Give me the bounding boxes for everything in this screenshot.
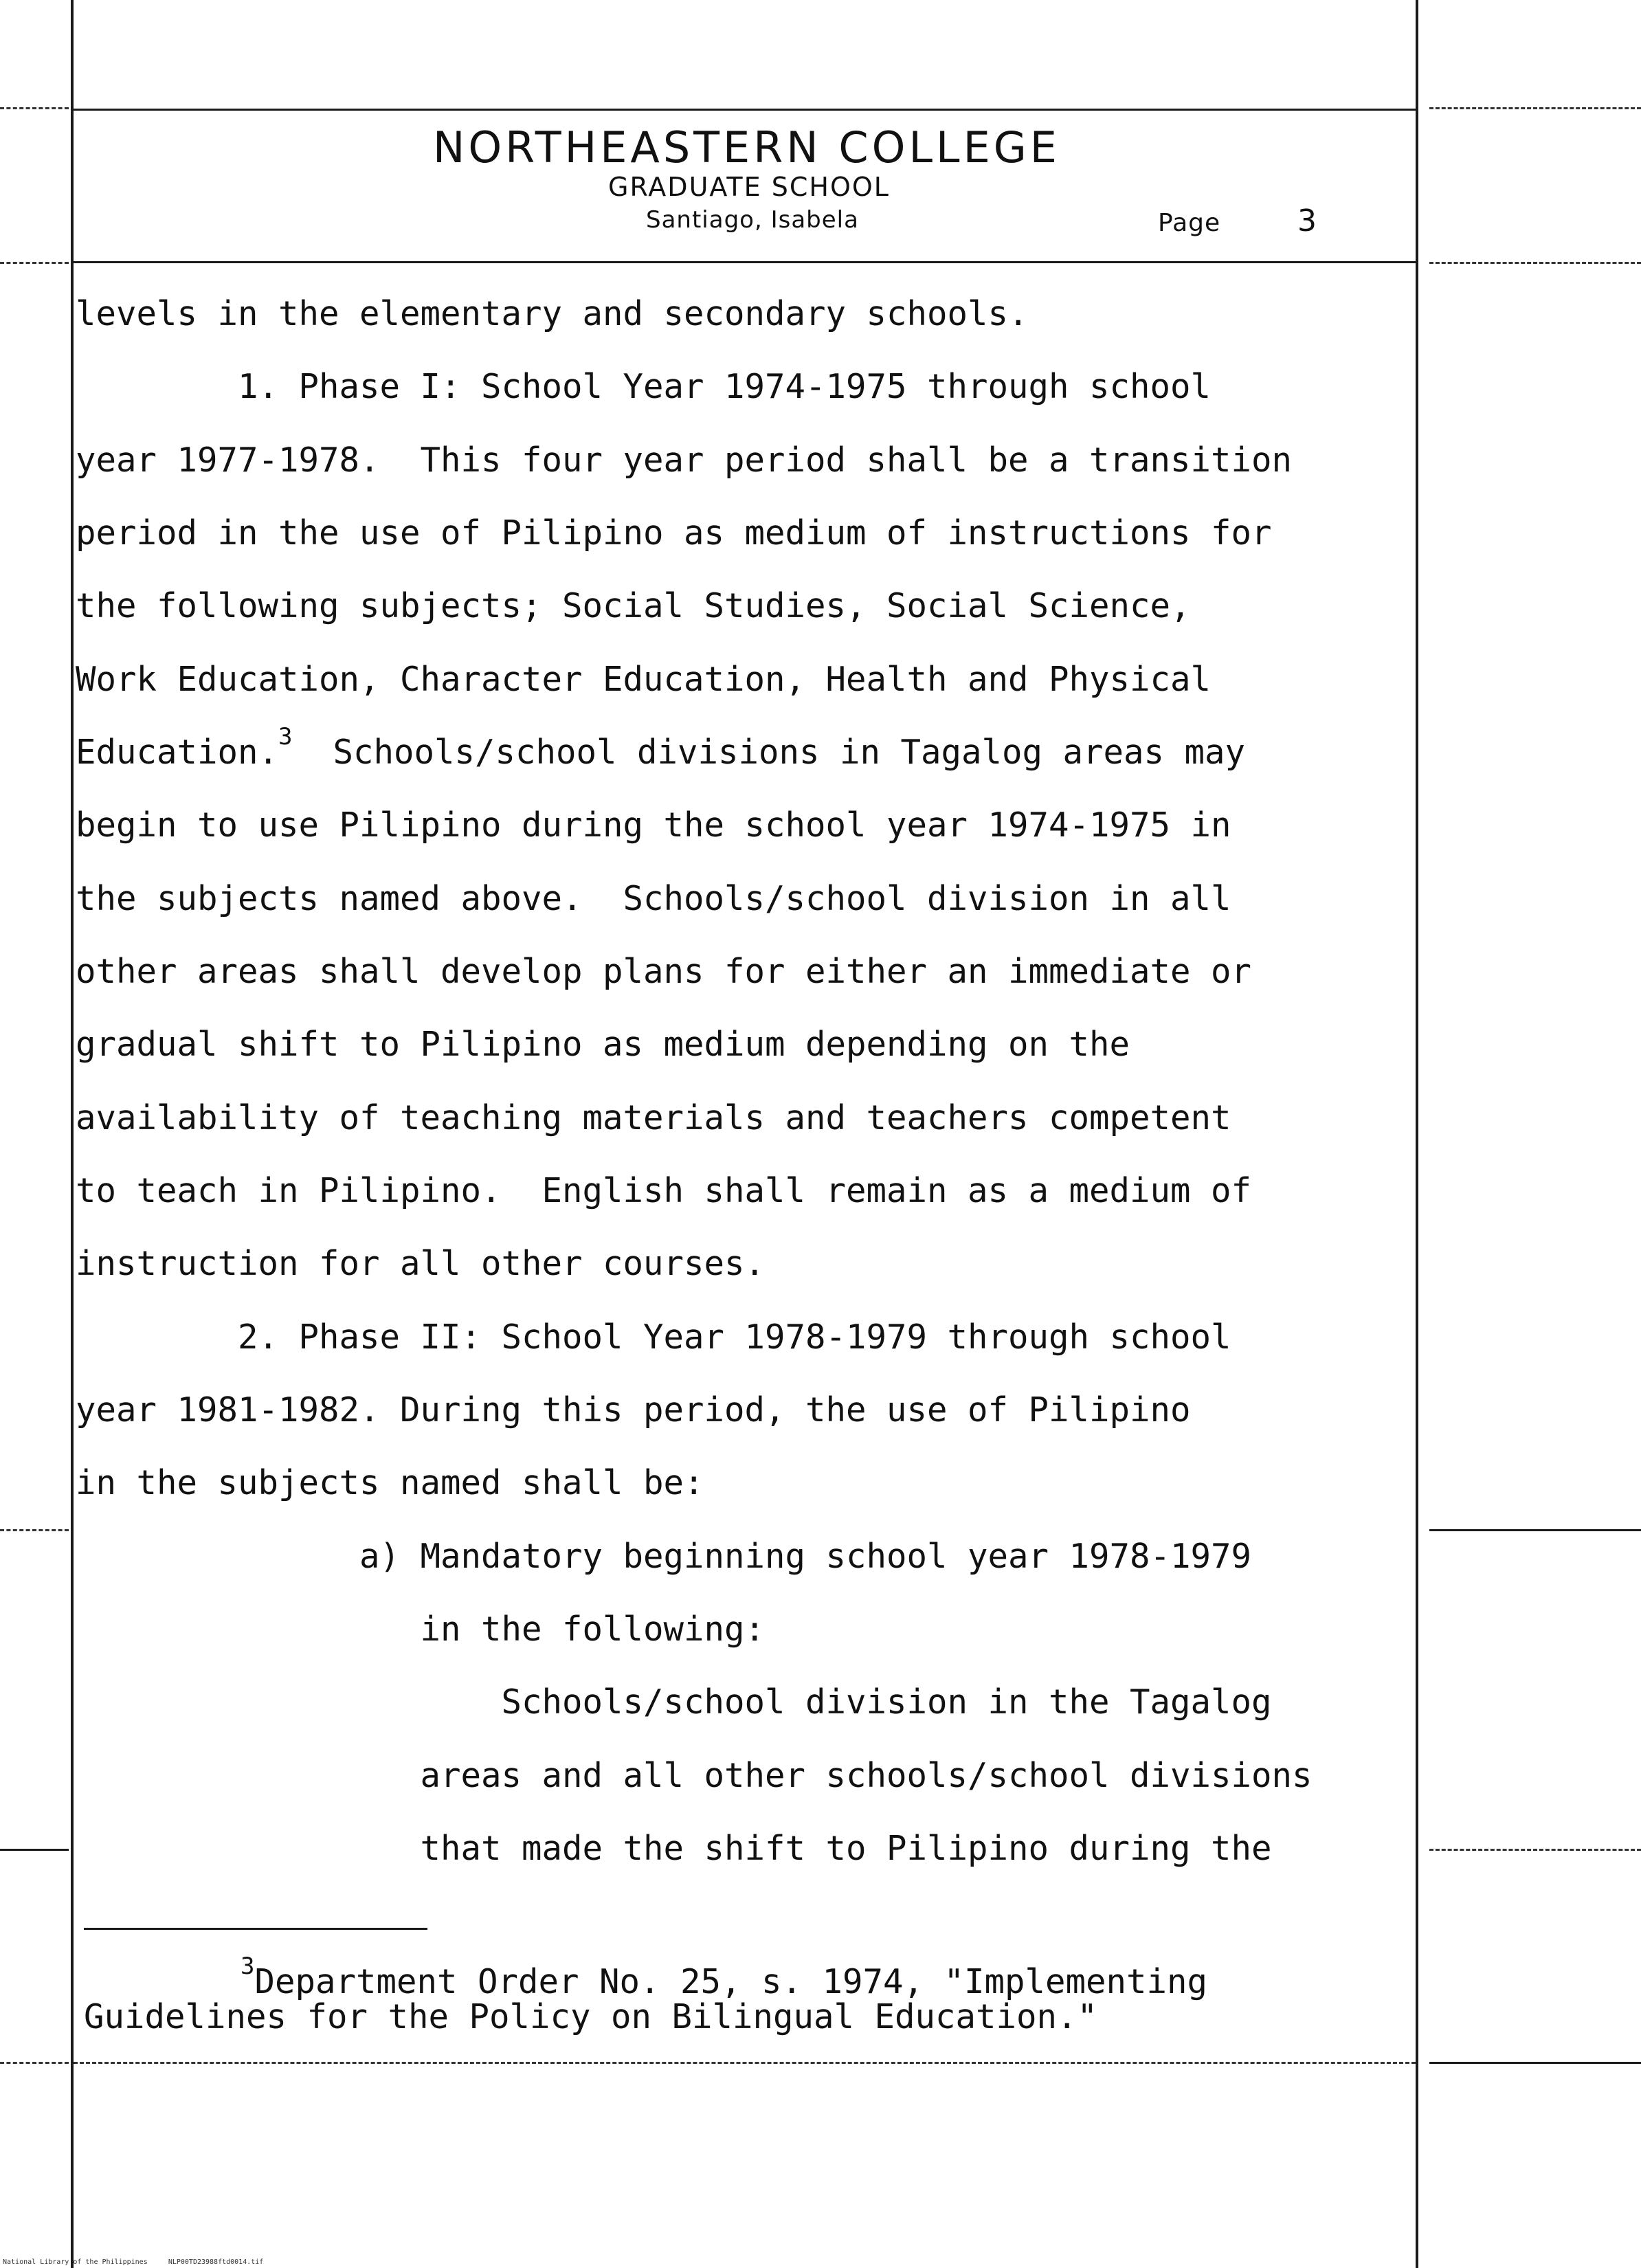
body-line-segment: Education. — [76, 733, 279, 772]
body-line: areas and all other schools/school divisions — [76, 1756, 1313, 1795]
right-edge-dash-2 — [1429, 262, 1641, 264]
footnote-marker: 3 — [241, 1953, 255, 1980]
body-line: Schools/school division in the Tagalog — [76, 1682, 1272, 1722]
graduate-school-label: GRADUATE SCHOOL — [608, 172, 890, 202]
body-line: year 1977-1978. This four year period shall be a transition — [76, 441, 1293, 480]
body-line: year 1981-1982. During this period, the use of Pilipino — [76, 1390, 1191, 1430]
body-line: period in the use of Pilipino as medium of instructions for — [76, 513, 1272, 553]
bottom-rule — [74, 2062, 1416, 2064]
location-label: Santiago, Isabela — [646, 206, 859, 234]
right-edge-rule-5 — [1429, 2062, 1641, 2064]
footnote-line-2: Guidelines for the Policy on Bilingual Education." — [84, 1997, 1098, 2036]
left-edge-dash-2 — [0, 262, 69, 264]
body-line: to teach in Pilipino. English shall remain as a medium of — [76, 1171, 1252, 1210]
header-top-rule — [74, 109, 1416, 111]
body-line: the following subjects; Social Studies, Social Science, — [76, 586, 1191, 625]
page-label: Page — [1158, 209, 1221, 237]
page-number: 3 — [1297, 203, 1317, 238]
body-line: availability of teaching materials and teachers competent — [76, 1098, 1231, 1137]
left-edge-rule-4 — [0, 1849, 69, 1851]
body-line-with-footnote-ref — [76, 723, 1246, 772]
body-line: in the subjects named shall be: — [76, 1463, 704, 1502]
right-margin-rule — [1416, 0, 1418, 2268]
body-line: in the following: — [76, 1610, 766, 1649]
left-margin-rule — [71, 0, 74, 2268]
body-line: 1. Phase I: School Year 1974-1975 through school — [76, 367, 1212, 406]
left-edge-dash-5 — [0, 2062, 69, 2064]
right-edge-rule-3 — [1429, 1529, 1641, 1531]
body-line: 2. Phase II: School Year 1978-1979 through school — [76, 1318, 1231, 1357]
right-edge-dash-4 — [1429, 1849, 1641, 1851]
body-line: begin to use Pilipino during the school year 1974-1975 in — [76, 805, 1231, 845]
footnote-reference: 3 — [278, 723, 293, 751]
body-line: other areas shall develop plans for either an immediate or — [76, 952, 1252, 991]
scan-credit: National Library of the Philippines NLP00TD23988ftd0014.tif — [3, 2258, 264, 2266]
body-line: a) Mandatory beginning school year 1978-1979 — [76, 1537, 1252, 1576]
body-line-segment: Schools/school divisions in Tagalog areas may — [292, 733, 1246, 772]
left-edge-dash-3 — [0, 1529, 69, 1531]
body-line: the subjects named above. Schools/school division in all — [76, 879, 1231, 918]
body-line: Work Education, Character Education, Health and Physical — [76, 660, 1212, 699]
body-line: that made the shift to Pilipino during the — [76, 1829, 1272, 1868]
body-line: instruction for all other courses. — [76, 1244, 766, 1283]
body-line: gradual shift to Pilipino as medium depending on the — [76, 1025, 1130, 1064]
footnote-text: Department Order No. 25, s. 1974, "Implementing — [254, 1962, 1208, 2001]
body-line: levels in the elementary and secondary schools. — [76, 294, 1029, 333]
header-bottom-rule — [74, 261, 1416, 263]
footnote-separator — [84, 1928, 427, 1930]
footnote-line-1 — [241, 1953, 1208, 2001]
college-name: NORTHEASTERN COLLEGE — [433, 122, 1060, 173]
left-edge-dash-1 — [0, 107, 69, 109]
right-edge-dash-1 — [1429, 107, 1641, 109]
